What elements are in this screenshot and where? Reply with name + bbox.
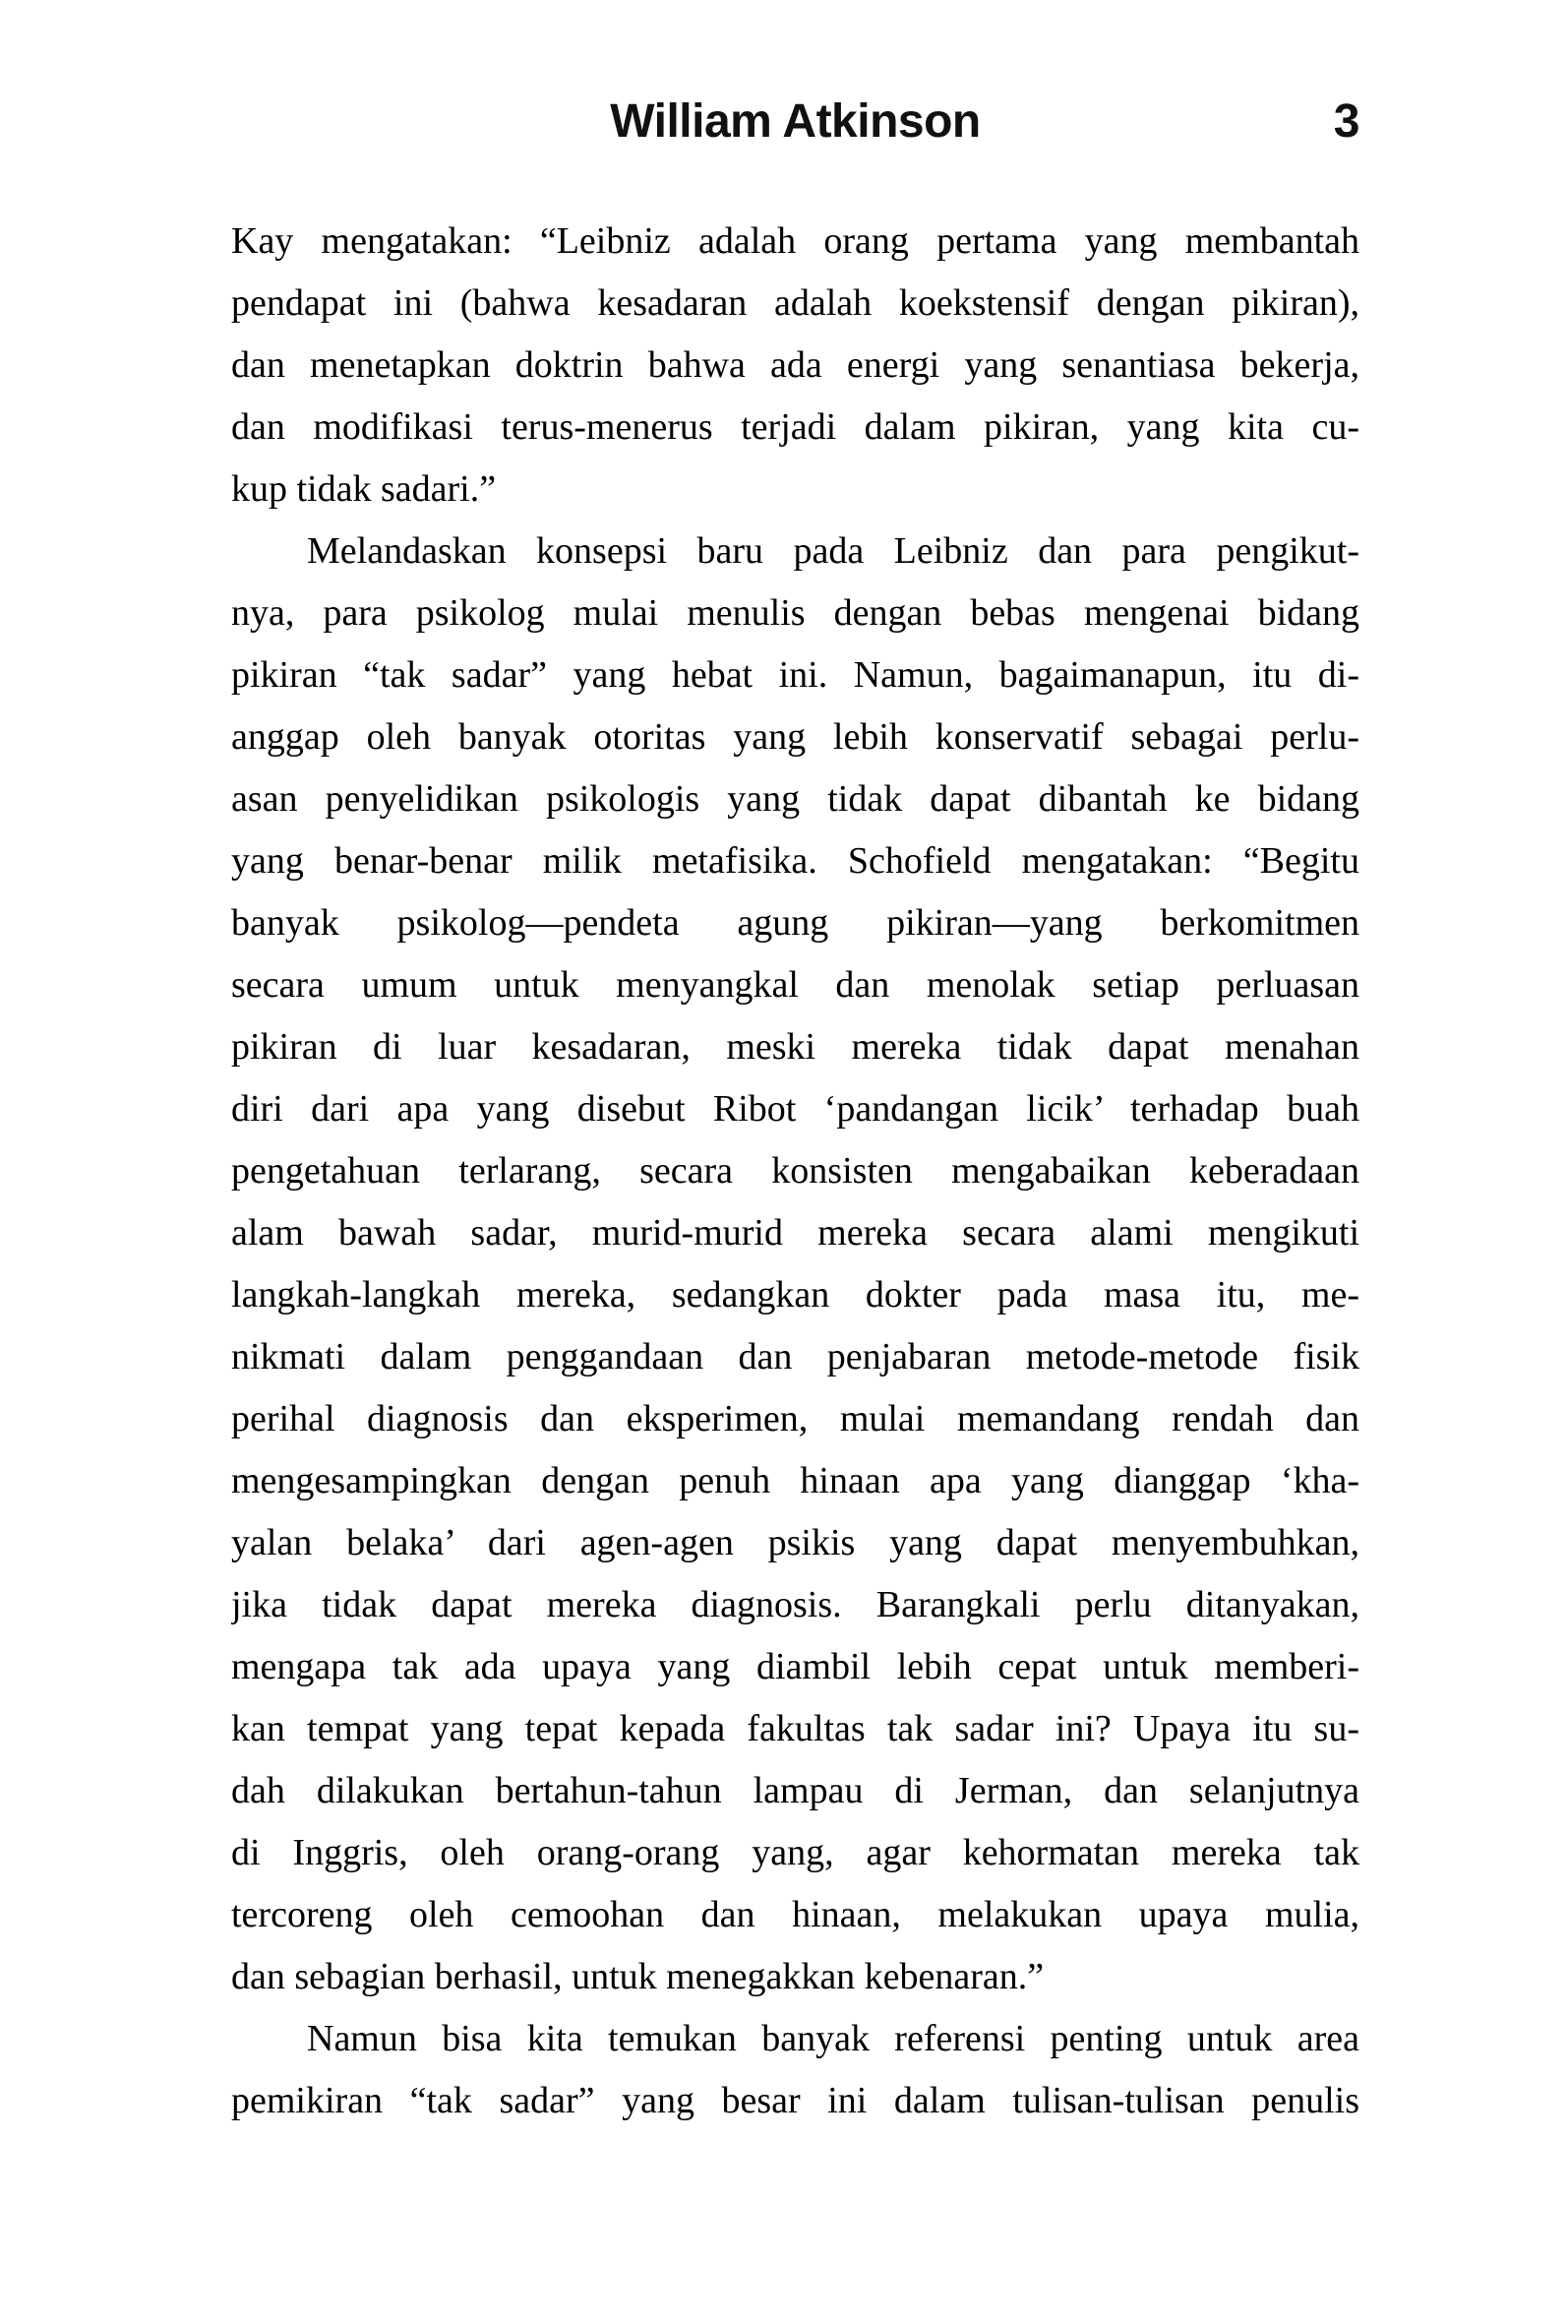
running-title: William Atkinson (610, 95, 981, 148)
body-text (231, 211, 1359, 2132)
text-line: mengapa tak ada upaya yang diambil lebih cepat untuk memberi- (231, 1646, 1359, 1687)
text-line: pendapat ini (bahwa kesadaran adalah koekstensif dengan pikiran), (231, 282, 1359, 324)
text-line: di Inggris, oleh orang-orang yang, agar kehormatan mereka tak (231, 1832, 1359, 1873)
text-line: banyak psikolog—pendeta agung pikiran—yang berkomitmen (231, 902, 1359, 944)
text-line: yalan belaka’ dari agen-agen psikis yang dapat menyembuhkan, (231, 1522, 1359, 1563)
page-number: 3 (1333, 95, 1359, 148)
text-line: Melandaskan konsepsi baru pada Leibniz dan para pengikut- (307, 530, 1359, 572)
text-line: dan menetapkan doktrin bahwa ada energi yang senantiasa bekerja, (231, 344, 1359, 386)
text-line: kan tempat yang tepat kepada fakultas tak sadar ini? Upaya itu su- (231, 1708, 1359, 1749)
text-line: nikmati dalam penggandaan dan penjabaran metode-metode fisik (231, 1336, 1359, 1377)
text-line: secara umum untuk menyangkal dan menolak setiap perluasan (231, 964, 1359, 1006)
text-line: jika tidak dapat mereka diagnosis. Barangkali perlu ditanyakan, (231, 1584, 1359, 1625)
text-line: Kay mengatakan: “Leibniz adalah orang pertama yang membantah (231, 220, 1359, 262)
page-header (231, 94, 1359, 153)
text-line: nya, para psikolog mulai menulis dengan bebas mengenai bidang (231, 592, 1359, 634)
text-line: pikiran di luar kesadaran, meski mereka tidak dapat menahan (231, 1026, 1359, 1068)
text-line: alam bawah sadar, murid-murid mereka secara alami mengikuti (231, 1212, 1359, 1254)
text-line: pengetahuan terlarang, secara konsisten mengabaikan keberadaan (231, 1150, 1359, 1192)
text-line: dan sebagian berhasil, untuk menegakkan kebenaran.” (231, 1956, 1045, 1997)
text-line: pemikiran “tak sadar” yang besar ini dalam tulisan-tulisan penulis (231, 2080, 1359, 2121)
text-line: diri dari apa yang disebut Ribot ‘pandangan licik’ terhadap buah (231, 1088, 1359, 1130)
text-line: tercoreng oleh cemoohan dan hinaan, melakukan upaya mulia, (231, 1894, 1359, 1935)
text-line: langkah-langkah mereka, sedangkan dokter pada masa itu, me- (231, 1274, 1359, 1315)
text-line: mengesampingkan dengan penuh hinaan apa yang dianggap ‘kha- (231, 1460, 1359, 1501)
text-line: dah dilakukan bertahun-tahun lampau di Jerman, dan selanjutnya (231, 1770, 1359, 1811)
text-line: Namun bisa kita temukan banyak referensi penting untuk area (307, 2018, 1359, 2059)
text-line: asan penyelidikan psikologis yang tidak dapat dibantah ke bidang (231, 778, 1359, 820)
text-line: perihal diagnosis dan eksperimen, mulai memandang rendah dan (231, 1398, 1359, 1439)
text-line: dan modifikasi terus-menerus terjadi dalam pikiran, yang kita cu- (231, 406, 1359, 448)
text-line: pikiran “tak sadar” yang hebat ini. Namun, bagaimanapun, itu di- (231, 654, 1359, 696)
text-line: kup tidak sadari.” (231, 468, 497, 510)
text-line: yang benar-benar milik metafisika. Schofield mengatakan: “Begitu (231, 840, 1359, 882)
text-line: anggap oleh banyak otoritas yang lebih konservatif sebagai perlu- (231, 716, 1359, 758)
